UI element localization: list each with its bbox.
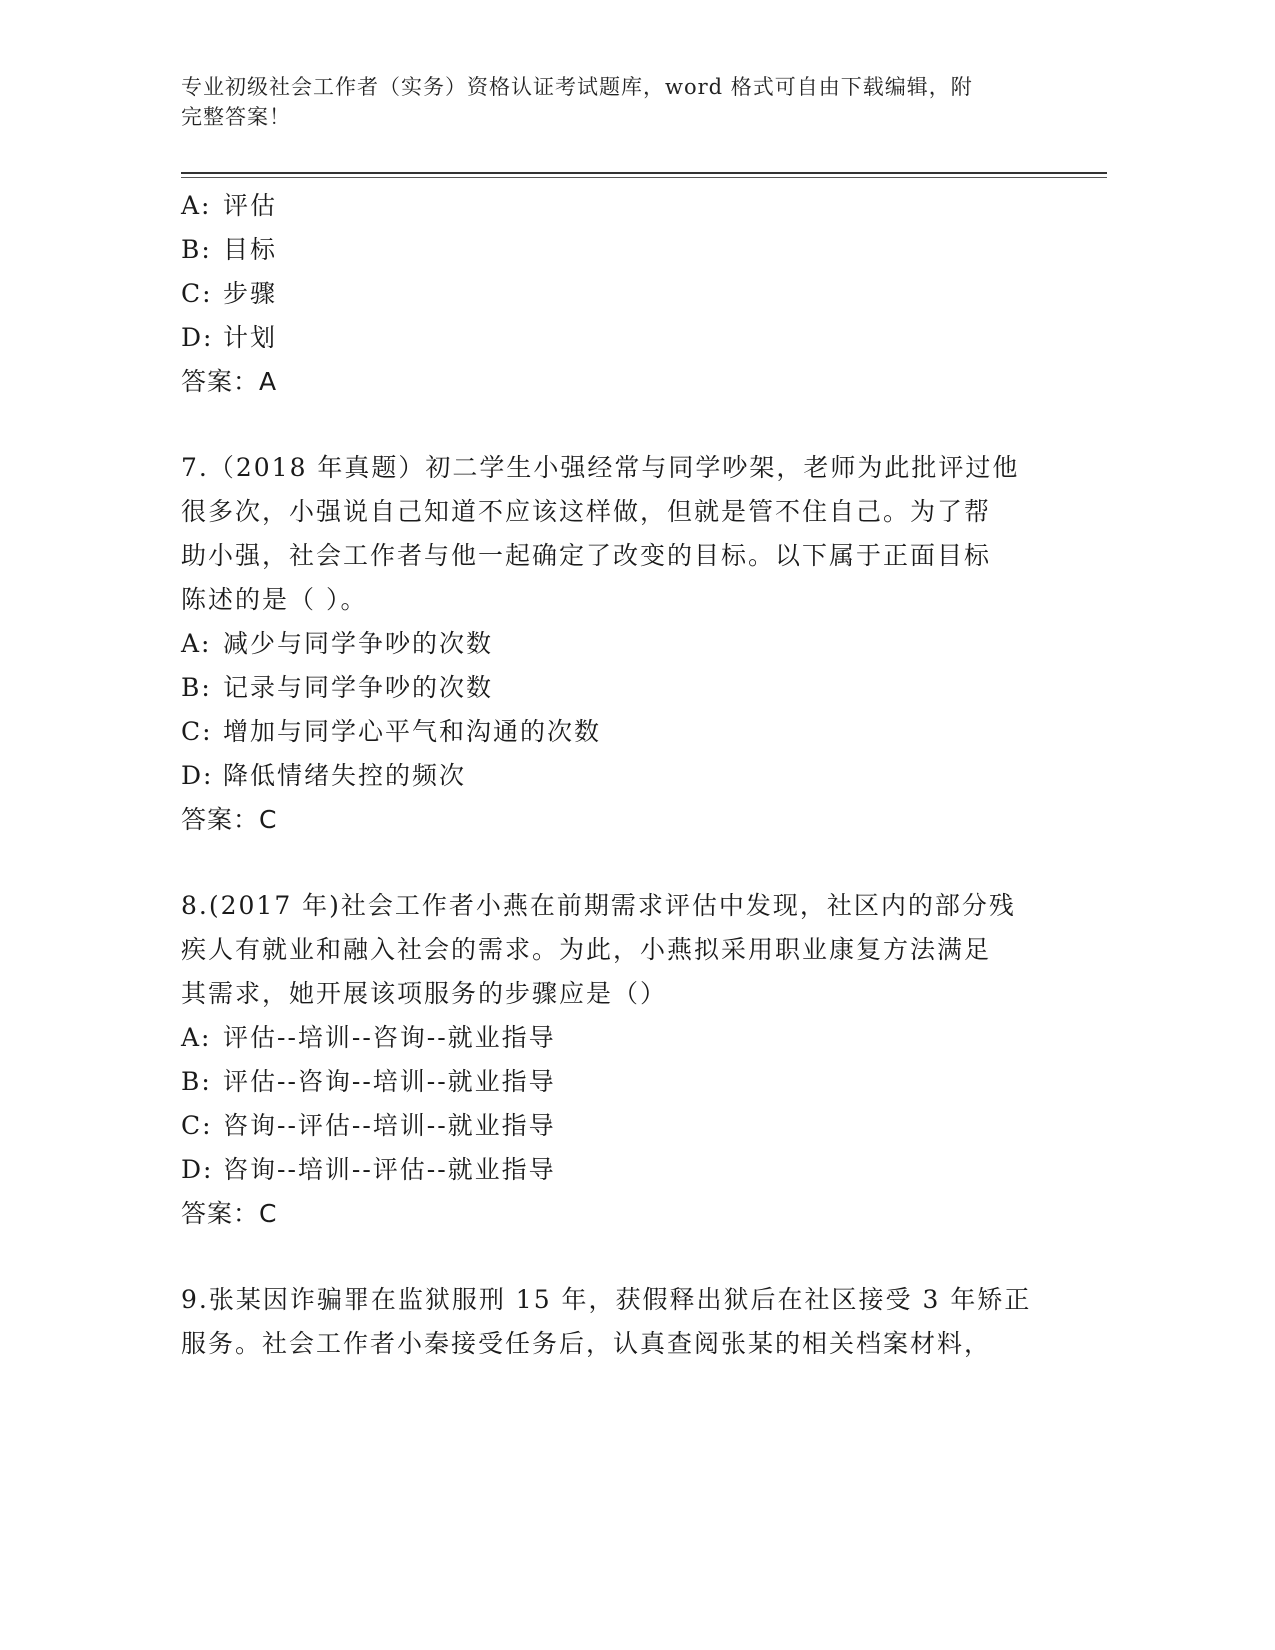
option-letter: C: bbox=[181, 1111, 213, 1140]
header-divider-thin bbox=[181, 177, 1107, 178]
option-d bbox=[181, 316, 1041, 360]
spacer bbox=[181, 404, 1041, 446]
spacer bbox=[181, 1236, 1041, 1278]
question-stem-line: 很多次，小强说自己知道不应该这样做，但就是管不住自己。为了帮 bbox=[181, 497, 992, 526]
page-header bbox=[181, 72, 1041, 132]
question-stem-line: 陈述的是（ ）。 bbox=[181, 585, 368, 614]
option-text: 评估--咨询--培训--就业指导 bbox=[223, 1067, 556, 1096]
option-d bbox=[181, 1148, 1041, 1192]
option-text: 评估 bbox=[223, 191, 278, 220]
question-8 bbox=[181, 884, 1041, 1236]
option-letter: B: bbox=[181, 673, 212, 702]
question-stem-line: 服务。社会工作者小秦接受任务后，认真查阅张某的相关档案材料， bbox=[181, 1329, 992, 1358]
question-stem-line: 8.(2017 年)社会工作者小燕在前期需求评估中发现，社区内的部分残 bbox=[181, 891, 1016, 920]
option-b bbox=[181, 666, 1041, 710]
option-letter: C: bbox=[181, 279, 213, 308]
option-letter: B: bbox=[181, 235, 212, 264]
option-a bbox=[181, 622, 1041, 666]
option-text: 计划 bbox=[223, 323, 278, 352]
question-stem-line: 其需求，她开展该项服务的步骤应是（） bbox=[181, 979, 668, 1008]
option-text: 目标 bbox=[223, 235, 278, 264]
option-text: 降低情绪失控的频次 bbox=[223, 761, 467, 790]
option-letter: D: bbox=[181, 1155, 214, 1184]
question-7 bbox=[181, 446, 1041, 842]
option-letter: A: bbox=[181, 1023, 212, 1052]
option-text: 减少与同学争吵的次数 bbox=[223, 629, 494, 658]
question-6-fragment bbox=[181, 184, 1041, 404]
option-c bbox=[181, 1104, 1041, 1148]
option-text: 增加与同学心平气和沟通的次数 bbox=[223, 717, 602, 746]
header-divider-thick bbox=[181, 172, 1107, 174]
option-text: 评估--培训--咨询--就业指导 bbox=[223, 1023, 556, 1052]
option-d bbox=[181, 754, 1041, 798]
option-letter: D: bbox=[181, 761, 214, 790]
spacer bbox=[181, 842, 1041, 884]
question-stem-line: 9.张某因诈骗罪在监狱服刑 15 年，获假释出狱后在社区接受 3 年矫正 bbox=[181, 1285, 1032, 1314]
header-line-1: 专业初级社会工作者（实务）资格认证考试题库，word 格式可自由下载编辑，附 bbox=[181, 75, 973, 99]
option-text: 步骤 bbox=[223, 279, 278, 308]
question-stem-line: 助小强，社会工作者与他一起确定了改变的目标。以下属于正面目标 bbox=[181, 541, 992, 570]
answer-line: 答案：C bbox=[181, 805, 278, 834]
question-9 bbox=[181, 1278, 1041, 1366]
option-a bbox=[181, 184, 1041, 228]
answer-line: 答案：A bbox=[181, 367, 278, 396]
option-c bbox=[181, 272, 1041, 316]
option-text: 咨询--评估--培训--就业指导 bbox=[223, 1111, 556, 1140]
header-line-2: 完整答案！ bbox=[181, 105, 291, 129]
option-b bbox=[181, 228, 1041, 272]
question-content bbox=[181, 184, 1041, 1366]
question-stem-line: 7.（2018 年真题）初二学生小强经常与同学吵架，老师为此批评过他 bbox=[181, 453, 1020, 482]
answer-line: 答案：C bbox=[181, 1199, 278, 1228]
option-a bbox=[181, 1016, 1041, 1060]
question-stem-line: 疾人有就业和融入社会的需求。为此，小燕拟采用职业康复方法满足 bbox=[181, 935, 992, 964]
option-letter: C: bbox=[181, 717, 213, 746]
option-letter: D: bbox=[181, 323, 214, 352]
option-letter: A: bbox=[181, 629, 212, 658]
option-text: 咨询--培训--评估--就业指导 bbox=[223, 1155, 556, 1184]
option-b bbox=[181, 1060, 1041, 1104]
option-c bbox=[181, 710, 1041, 754]
option-letter: B: bbox=[181, 1067, 212, 1096]
option-letter: A: bbox=[181, 191, 212, 220]
option-text: 记录与同学争吵的次数 bbox=[223, 673, 494, 702]
